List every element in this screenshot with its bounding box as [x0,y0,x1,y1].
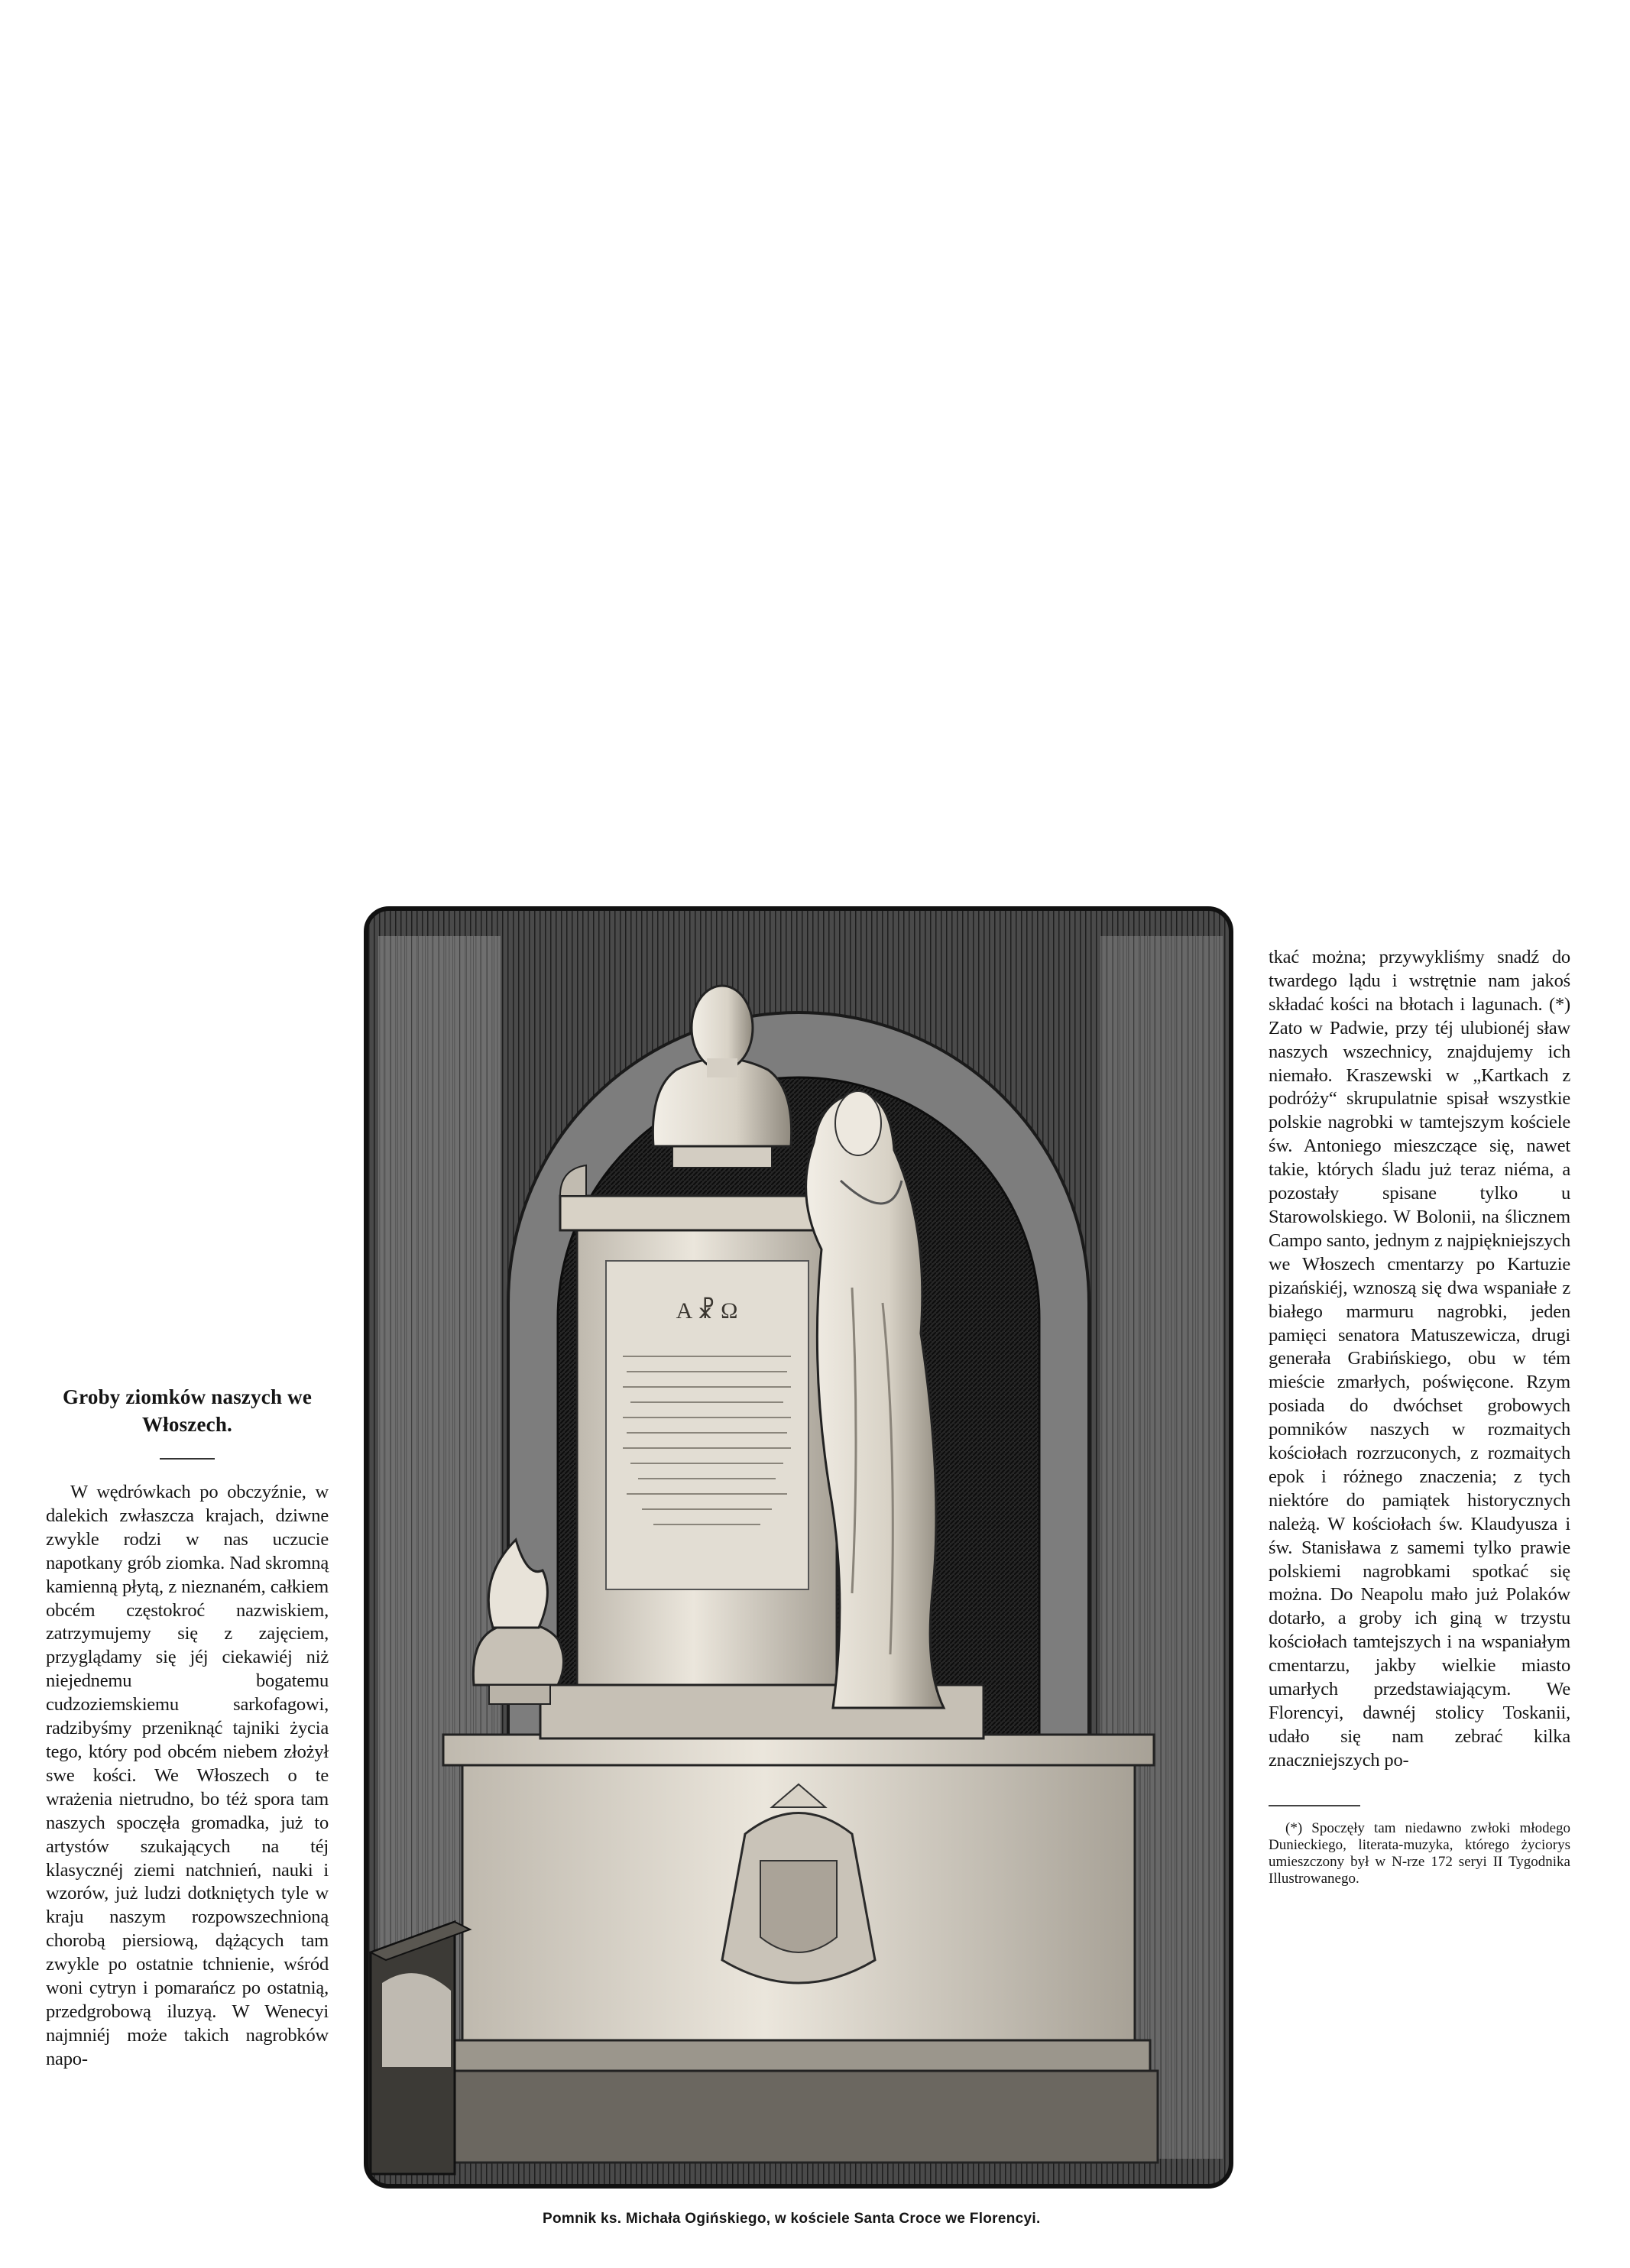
article-text-right: tkać można; przywykliśmy snadź do twardego lądu i wstrętnie nam jakoś składać kości na błotach i lagunach. (*) Zato w Padwie, przy téj ulubionéj sław naszych wszechnicy, znajdujemy ich niemało. Kraszewski w „Kartkach z podróży“ skrupulatnie spisał wszystkie polskie nagrobki w tamtejszym kościele św. Antoniego mieszczące się, nawet takie, których śladu już teraz niéma, a pozostały spisane tylko u Starowolskiego. W Bolonii, na ślicznem Campo santo, jednym z najpiękniejszych we Włoszech cmentarzy po Kartuzie pizańskiéj, wznoszą się dwa wspaniałe z białego marmuru nagrobki, jeden pamięci senatora Matuszewicza, drugi generała Grabińskiego, obu w tém mieście zmarłych, poświęcone. Rzym posiada do dwóchset grobowych pomników naszych w rozmaitych kościołach rozrzuconych, z rozmaitych epok i różnego znaczenia; z tych niektóre do pamiątek historycznych należą. W kościołach św. Klaudyusza i św. Stanisława z samemi tylko prawie polskiemi nagrobkami spotkać się można. Do Neapolu mało już Polaków dotarło, a groby ich giną w trzystu kościołach tamtejszych i na wspaniałym cmentarzu, jakby wielkie miasto umarłych przedstawiającym. We Florencyi, dawnéj stolicy Toskanii, udało się nam zebrać kilka znaczniejszych po- [1269,947,1570,1771]
figure-caption: Pomnik ks. Michała Ogińskiego, w kościele Santa Croce we Florencyi. [543,2211,1041,2227]
right-column [1269,946,1570,1887]
title-line-1: Groby ziomków naszych we [62,1385,313,1408]
title-line-2: Włoszech. [141,1413,233,1436]
left-column [46,1383,329,2072]
engraving-figure [363,906,1246,2205]
footnote: (*) Spoczęły tam niedawno zwłoki młodego Dunieckiego, literata-muzyka, którego życiorys umieszczony był w N-rze 172 seryi II Tygodnika Illustrowanego. [1269,1819,1570,1887]
footnote-rule [1269,1805,1360,1806]
monument-engraving [363,906,1234,2189]
inscription-text: A ☧ Ω [676,1298,738,1324]
article-text-left: W wędrówkach po obczyźnie, w dalekich zwłaszcza krajach, dziwne zwykle rodzi w nas uczucie napotkany grób ziomka. Nad skromną kamienną płytą, z nieznaném, całkiem obcém częstokroć nazwiskiem, zatrzymujemy się z zajęciem, przyglądamy się jéj ciekawiéj niż niejednemu bogatemu cudzoziemskiemu sarkofagowi, radzibyśmy przeniknąć tajniki życia tego, który pod obcém niebem złożył swe kości. We Włoszech o te wrażenia nietrudno, bo téż spora tam naszych spoczęła gromadka, już to artystów szukających na téj klasycznéj ziemi natchnień, nauki i wzorów, już ludzi dotkniętych tyle w kraju naszym rozpowszechnioną chorobą piersiową, dążących tam zwykle po ostatnie tchnienie, wśród woni cytryn i pomarańcz po ostatnią, przedgrobową iluzyą. W Wenecyi najmniéj może takich nagrobków napo- [46,1482,329,2069]
article-title [46,1383,329,1438]
title-rule [160,1458,215,1460]
